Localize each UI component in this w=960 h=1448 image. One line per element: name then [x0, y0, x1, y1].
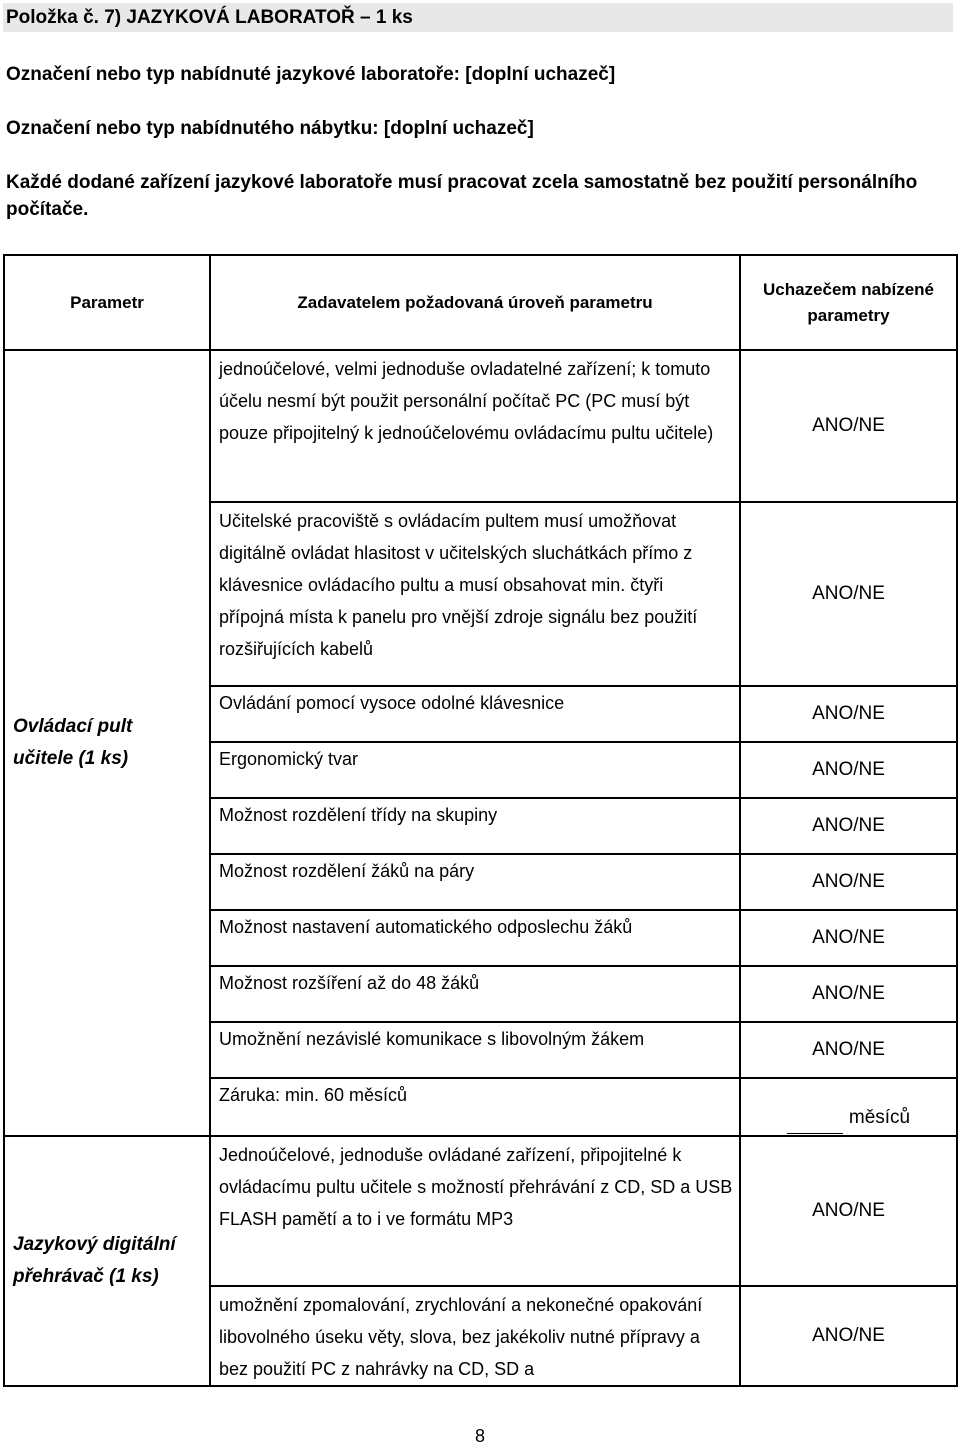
requirement-cell: Možnost rozdělení žáků na páry: [210, 854, 740, 910]
requirement-cell: Ovládání pomocí vysoce odolné klávesnice: [210, 686, 740, 742]
answer-cell: ANO/NE: [740, 854, 957, 910]
answer-cell: ANO/NE: [740, 1022, 957, 1078]
months-label: měsíců: [848, 1106, 911, 1128]
table-row: [4, 1136, 957, 1286]
laboratory-type-line: Označení nebo typ nabídnuté jazykové laboratoře: [doplní uchazeč]: [6, 64, 616, 85]
group-name-ovladaci-pult: Ovládací pult učitele (1 ks): [4, 350, 210, 1136]
answer-cell: ANO/NE: [740, 1286, 957, 1386]
requirement-cell: Záruka: min. 60 měsíců: [210, 1078, 740, 1136]
standalone-requirement-line: Každé dodané zařízení jazykové laboratoře musí pracovat zcela samostatně bez použití personálního počítače.: [6, 172, 918, 220]
requirement-cell: Učitelské pracoviště s ovládacím pultem musí umožňovat digitálně ovládat hlasitost v učitelských sluchátkách přímo z klávesnice ovládacího pultu a musí obsahovat min. čtyři přípojná místa k panelu pro vnější zdroje signálu bez použití rozšiřujících kabelů: [210, 502, 740, 686]
answer-cell: ANO/NE: [740, 966, 957, 1022]
answer-cell: ANO/NE: [740, 798, 957, 854]
table-row: [4, 350, 957, 502]
furniture-type-line: Označení nebo typ nabídnutého nábytku: [doplní uchazeč]: [6, 118, 534, 139]
answer-cell: ANO/NE: [740, 502, 957, 686]
header-parametr: Parametr: [4, 255, 210, 350]
requirement-cell: Ergonomický tvar: [210, 742, 740, 798]
answer-cell: ANO/NE: [740, 742, 957, 798]
header-uchazec: Uchazečem nabízené parametry: [740, 255, 957, 350]
header-zadavatel: Zadavatelem požadovaná úroveň parametru: [210, 255, 740, 350]
answer-cell: [740, 1078, 957, 1136]
requirement-cell: Jednoúčelové, jednoduše ovládané zařízení, připojitelné k ovládacímu pultu učitele s možností přehrávání z CD, SD a USB FLASH pamětí a to i ve formátu MP3: [210, 1136, 740, 1286]
parameters-table: [3, 254, 958, 1387]
answer-cell: ANO/NE: [740, 350, 957, 502]
requirement-cell: Umožnění nezávislé komunikace s libovolným žákem: [210, 1022, 740, 1078]
table-header-row: [4, 255, 957, 350]
requirement-cell: Možnost rozšíření až do 48 žáků: [210, 966, 740, 1022]
requirement-cell: Možnost nastavení automatického odposlechu žáků: [210, 910, 740, 966]
item-title: Položka č. 7) JAZYKOVÁ LABORATOŘ – 1 ks: [3, 3, 953, 32]
answer-cell: ANO/NE: [740, 910, 957, 966]
answer-cell: ANO/NE: [740, 1136, 957, 1286]
page-number: 8: [474, 1426, 485, 1446]
group-name-prehravac: Jazykový digitální přehrávač (1 ks): [4, 1136, 210, 1386]
answer-cell: ANO/NE: [740, 686, 957, 742]
requirement-cell: Možnost rozdělení třídy na skupiny: [210, 798, 740, 854]
requirement-cell: jednoúčelové, velmi jednoduše ovladatelné zařízení; k tomuto účelu nesmí být použit personální počítač PC (PC musí být pouze připojitelný k jednoúčelovému ovládacímu pultu učitele): [210, 350, 740, 502]
months-blank-line: [787, 1115, 843, 1134]
requirement-cell: umožnění zpomalování, zrychlování a nekonečné opakování libovolného úseku věty, slova, bez jakékoliv nutné přípravy a bez použití PC z nahrávky na CD, SD a: [210, 1286, 740, 1386]
